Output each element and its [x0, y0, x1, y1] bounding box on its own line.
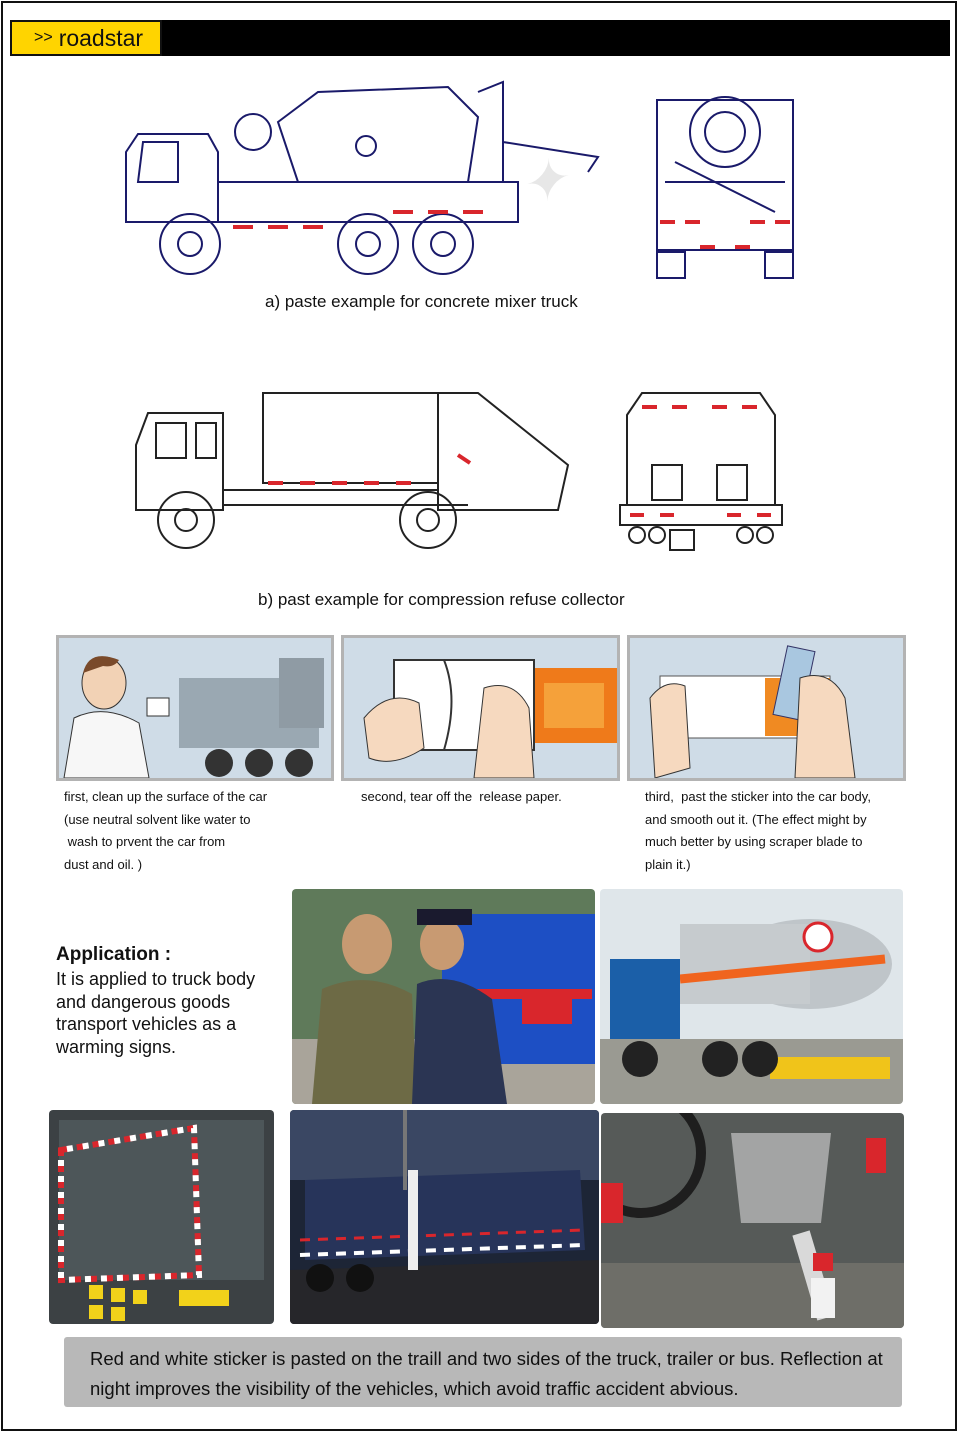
refuse-collector-side-drawing	[128, 385, 588, 555]
caption-mixer-truck: a) paste example for concrete mixer truck	[265, 292, 578, 311]
bottom-note: Red and white sticker is pasted on the traill and two sides of the truck, trailer or bus. Reflection at night improves the visibility of the vehicles, which avoid traffic accident abvious.	[64, 1337, 902, 1407]
step-3-text: third, past the sticker into the car body, and smooth out it. (The effect might by much better by using scraper blade to plain it.)	[645, 789, 871, 872]
photo-applying-sticker	[292, 889, 595, 1104]
step-3-image	[627, 635, 906, 781]
header-bar	[10, 20, 950, 56]
application-text: It is applied to truck body and dangerous goods transport vehicles as a warming signs.	[56, 969, 256, 1057]
step-2-text: second, tear off the release paper.	[361, 789, 562, 804]
watermark-decoration: ✦	[513, 145, 574, 220]
photo-bicycle-reflector	[601, 1113, 904, 1328]
application-title: Application :	[56, 944, 172, 965]
refuse-collector-rear-drawing	[612, 385, 790, 555]
step-1-text: first, clean up the surface of the car (use neutral solvent like water to wash to prvent the car from dust and oil. )	[64, 789, 268, 872]
mixer-truck-side-drawing	[118, 72, 613, 282]
step-1-image	[56, 635, 334, 781]
photo-trailer-night	[290, 1110, 599, 1324]
step-2-image	[341, 635, 620, 781]
chevron-icon: >>	[34, 29, 53, 46]
caption-refuse-collector: b) past example for compression refuse collector	[258, 590, 625, 609]
brand-tab[interactable]	[10, 20, 162, 56]
photo-truck-night-tape	[49, 1110, 274, 1324]
brand-name: roadstar	[58, 24, 144, 51]
mixer-truck-rear-drawing	[645, 72, 805, 282]
photo-tanker-truck	[600, 889, 903, 1104]
